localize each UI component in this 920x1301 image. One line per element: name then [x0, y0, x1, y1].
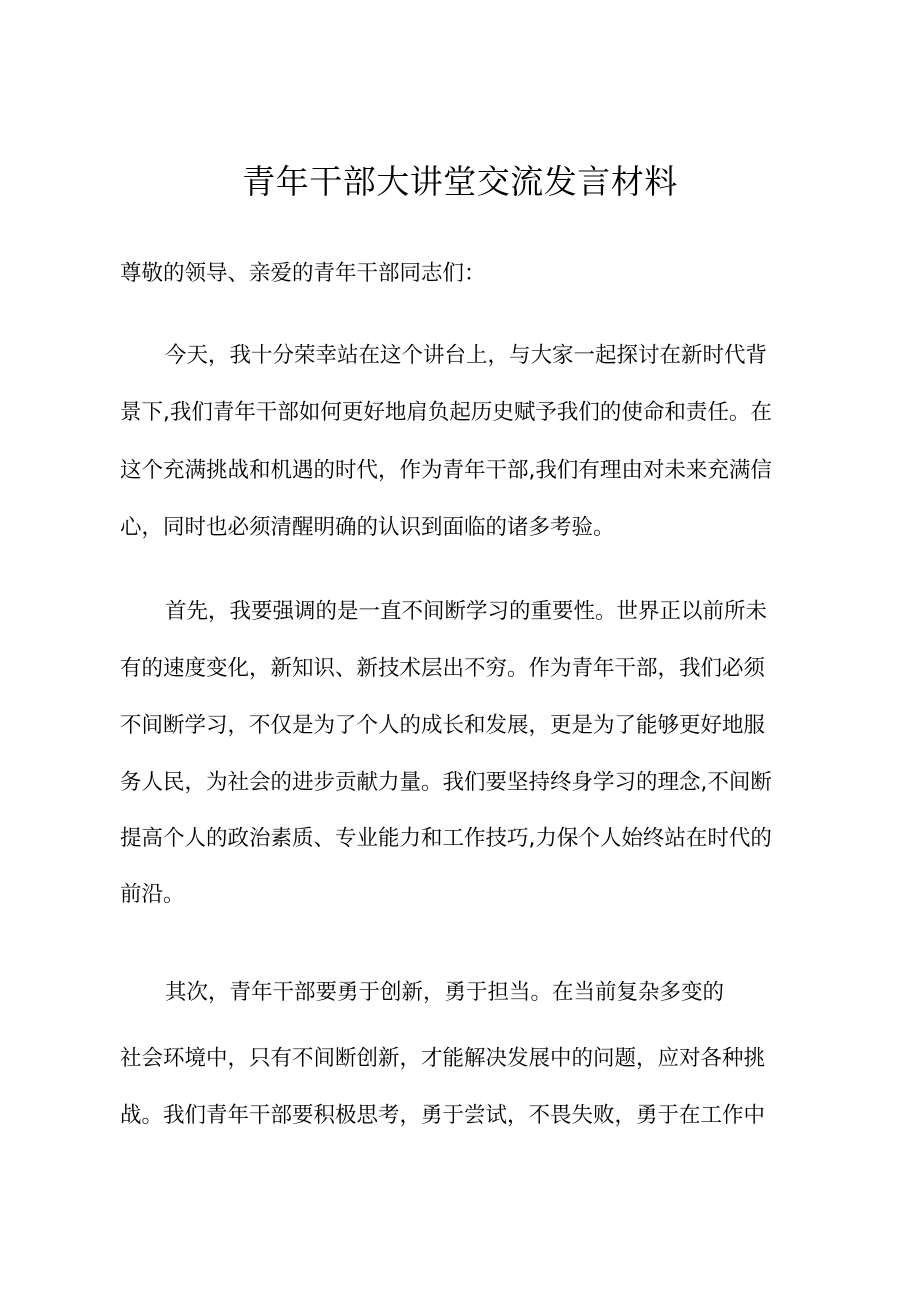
paragraph-line: 首先，我要强调的是一直不间断学习的重要性。世界正以前所未: [165, 599, 768, 624]
paragraph-line: 前沿。: [120, 882, 185, 907]
paragraph-line: 提高个人的政治素质、专业能力和工作技巧,力保个人始终站在时代的: [120, 826, 772, 851]
paragraph-line: 景下,我们青年干部如何更好地肩负起历史赋予我们的使命和责任。在: [120, 400, 772, 425]
paragraph-line: 务人民，为社会的进步贡献力量。我们要坚持终身学习的理念,不间断: [120, 770, 772, 795]
paragraph-line: 社会环境中，只有不间断创新，才能解决发展中的问题，应对各种挑: [120, 1046, 766, 1071]
paragraph-line: 不间断学习，不仅是为了个人的成长和发展，更是为了能够更好地服: [120, 713, 766, 738]
paragraph-line: 今天，我十分荣幸站在这个讲台上，与大家一起探讨在新时代背: [165, 343, 768, 368]
paragraph-line: 心，同时也必须清醒明确的认识到面临的诸多考验。: [120, 515, 615, 540]
greeting: 尊敬的领导、亲爱的青年干部同志们：: [120, 261, 486, 286]
paragraph-line: 其次，青年干部要勇于创新，勇于担当。在当前复杂多变的: [165, 980, 725, 1005]
paragraph-line: 有的速度变化，新知识、新技术层出不穷。作为青年干部，我们必须: [120, 656, 766, 681]
paragraph-line: 这个充满挑战和机遇的时代，作为青年干部,我们有理由对未来充满信: [120, 458, 772, 483]
document-title: 青年干部大讲堂交流发言材料: [242, 162, 678, 201]
paragraph-line: 战。我们青年干部要积极思考，勇于尝试，不畏失败，勇于在工作中: [120, 1103, 766, 1128]
